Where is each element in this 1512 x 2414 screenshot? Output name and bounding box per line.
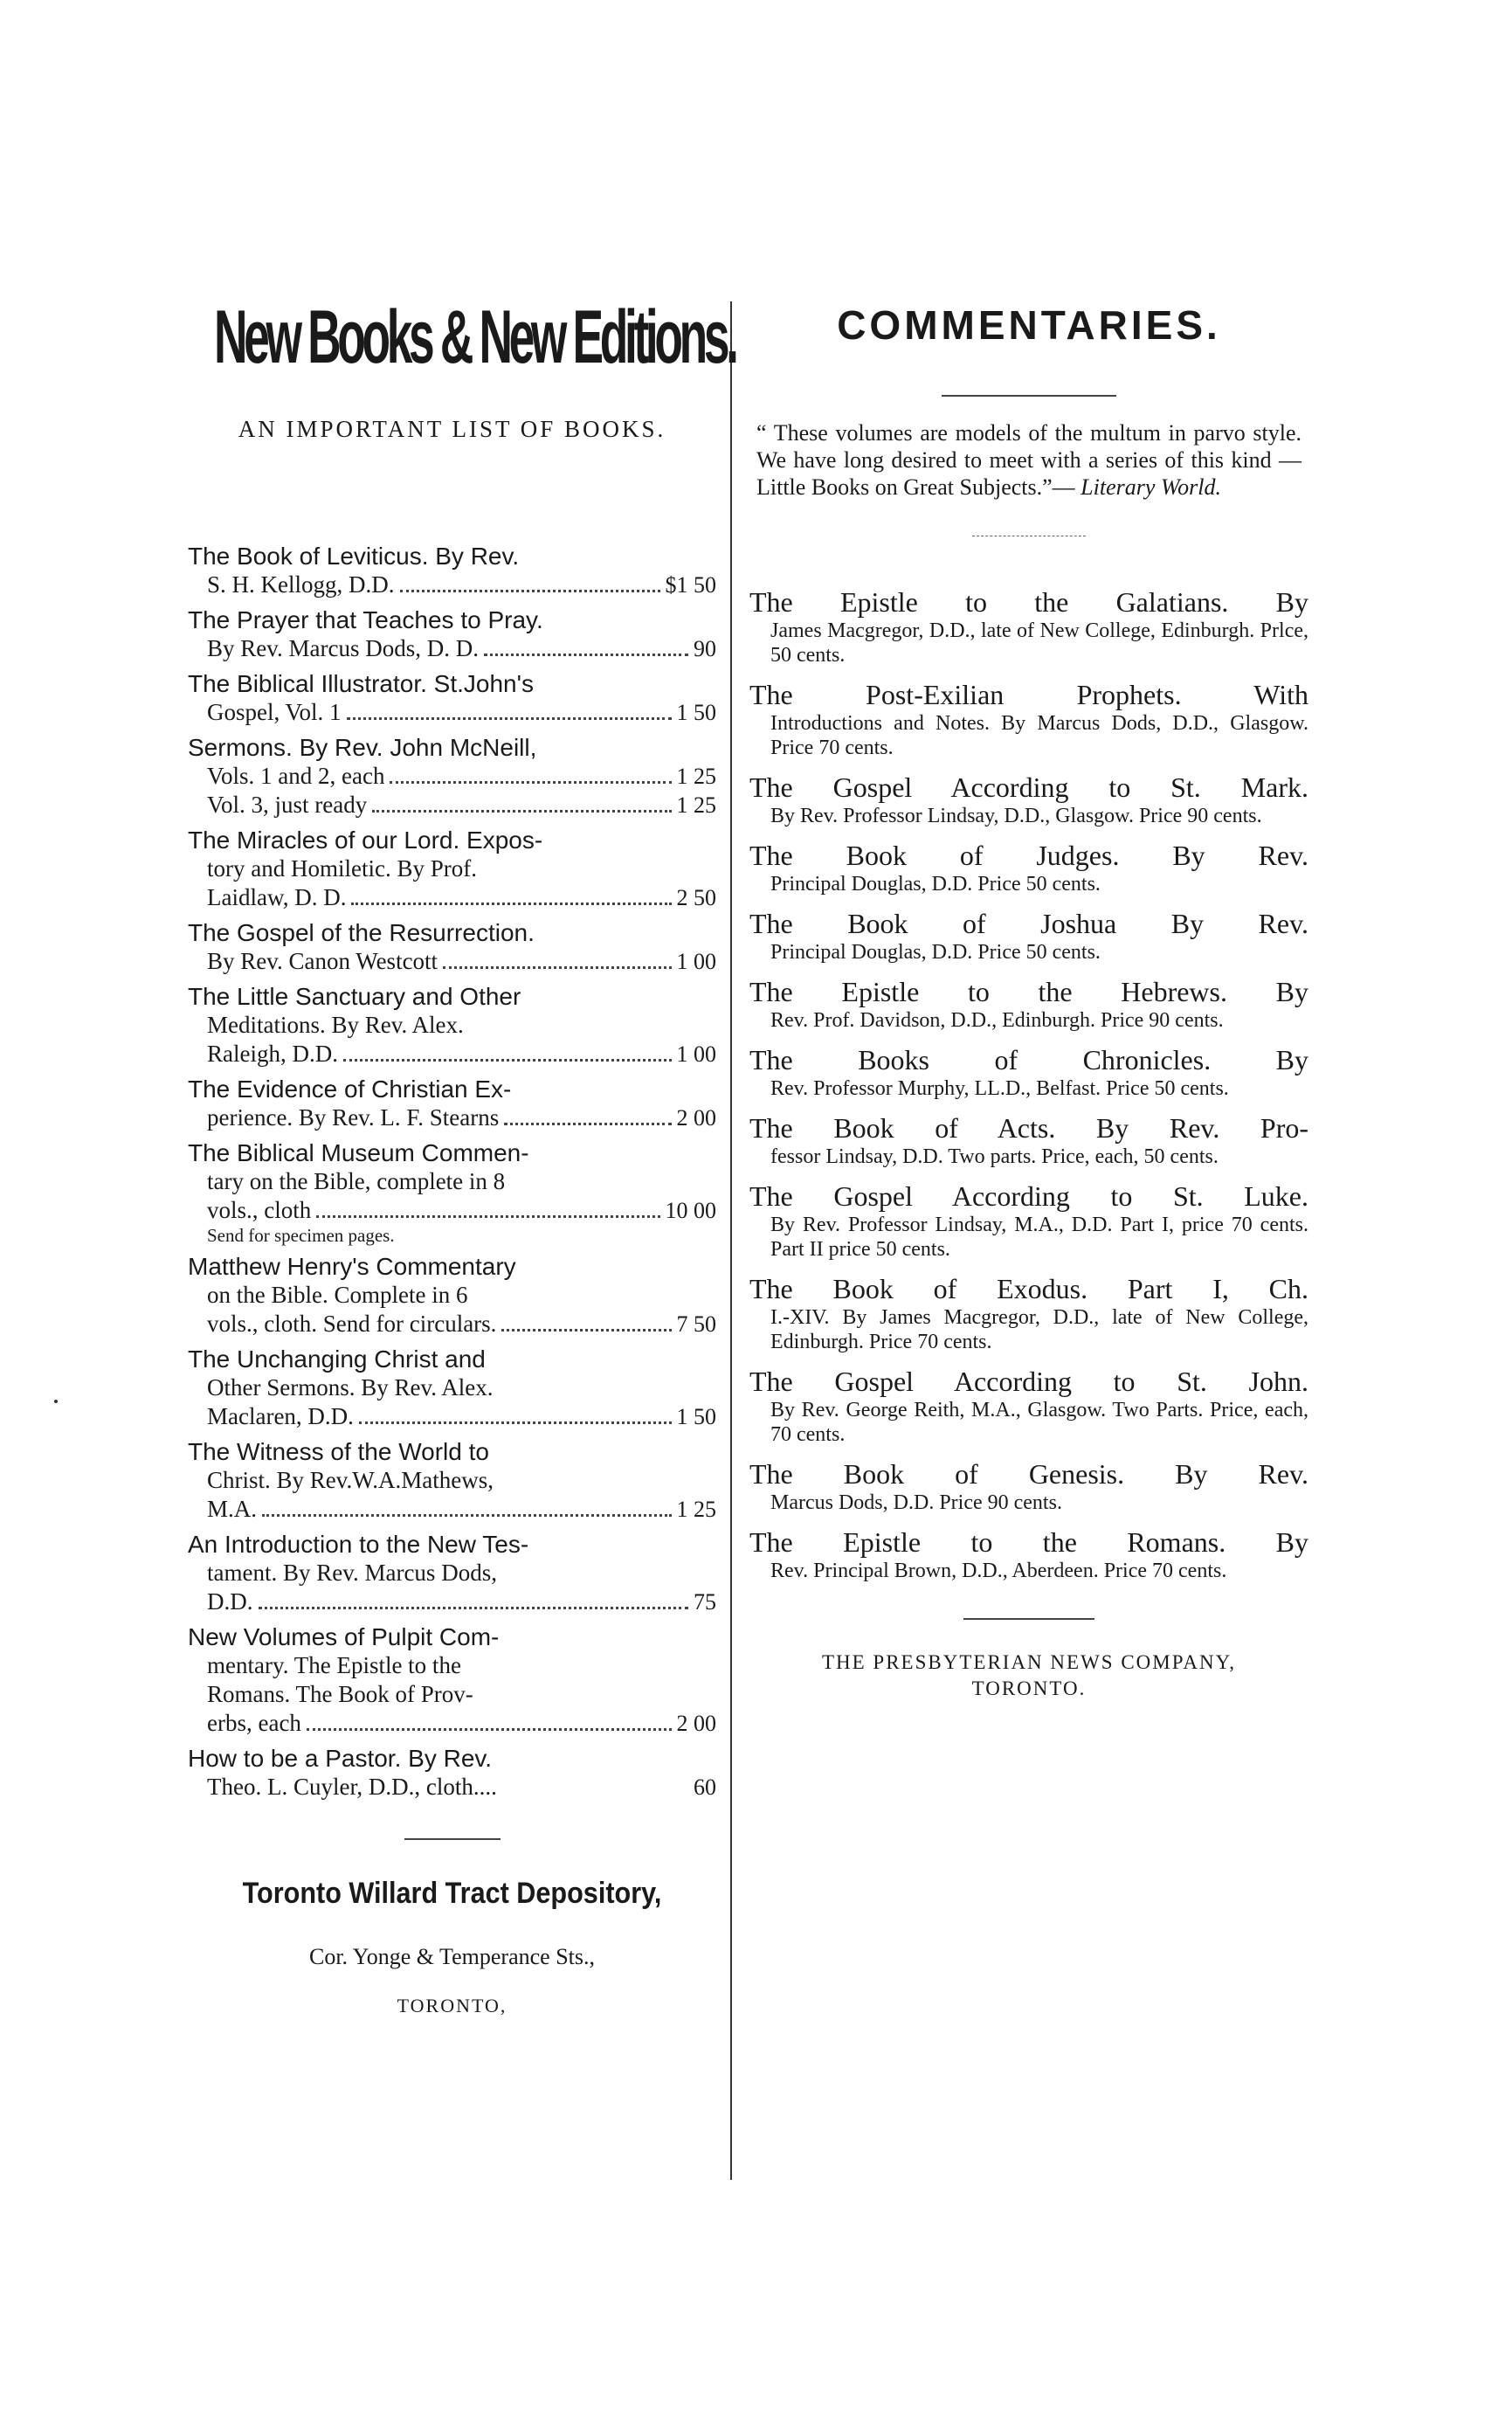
- book-title: The Biblical Illustrator. St.John's: [188, 670, 534, 697]
- depository-city: TORONTO,: [397, 1995, 507, 2016]
- book-title: New Volumes of Pulpit Com-: [188, 1623, 500, 1650]
- commentaries-heading: COMMENTARIES.: [837, 302, 1221, 348]
- book-detail: erbs, each: [207, 1710, 301, 1736]
- commentary-details: I.-XIV. By James Macgregor, D.D., late of New College, Edinburgh. Price 70 cents.: [770, 1306, 1308, 1354]
- book-detail: Other Sermons. By Rev. Alex.: [207, 1374, 494, 1401]
- book-detail: By Rev. Marcus Dods, D. D.: [207, 635, 479, 661]
- publisher-name: THE PRESBYTERIAN NEWS COMPANY,: [821, 1651, 1237, 1674]
- book-detail: Maclaren, D.D.: [207, 1403, 354, 1429]
- book-line: [188, 1622, 716, 1651]
- book-line: [188, 1011, 716, 1040]
- commentary-title: The Epistle to the Hebrews. By: [749, 976, 1308, 1008]
- book-price: 10 00: [665, 1198, 716, 1223]
- book-detail: S. H. Kellogg, D.D.: [207, 571, 395, 598]
- commentary-details: fessor Lindsay, D.D. Two parts. Price, each, 50 cents.: [770, 1145, 1219, 1169]
- book-line: [188, 1103, 716, 1132]
- commentary-details: Introductions and Notes. By Marcus Dods, D.D., Glasgow. Price 70 cents.: [770, 712, 1308, 760]
- book-detail: Gospel, Vol. 1: [207, 699, 342, 725]
- book-detail: tary on the Bible, complete in 8: [207, 1168, 506, 1194]
- book-price: 1 25: [676, 764, 716, 789]
- commentary-details: Rev. Professor Murphy, LL.D., Belfast. Price 50 cents.: [770, 1077, 1229, 1101]
- book-line: [188, 982, 716, 1011]
- publisher-city: TORONTO.: [971, 1677, 1087, 1700]
- book-price: 1 50: [676, 1404, 716, 1429]
- book-price: 2 00: [676, 1711, 716, 1736]
- commentary-title: The Epistle to the Galatians. By: [749, 586, 1308, 619]
- book-line: [188, 1167, 716, 1196]
- commentary-details: By Rev. Professor Lindsay, D.D., Glasgow. Price 90 cents.: [770, 805, 1262, 828]
- commentary-entry: [749, 839, 1308, 896]
- book-line: [188, 1437, 716, 1466]
- book-title: Sermons. By Rev. John McNeill,: [188, 734, 537, 761]
- dot-leader: [307, 1728, 672, 1731]
- book-entry: [188, 1437, 716, 1524]
- book-line: [188, 1680, 716, 1709]
- book-detail: Meditations. By Rev. Alex.: [207, 1012, 464, 1038]
- book-price: 1 50: [676, 700, 716, 725]
- masthead: New Books & New Editions.: [214, 295, 735, 379]
- book-list: [188, 542, 716, 1802]
- book-line: [188, 1138, 716, 1167]
- book-price: 7 50: [676, 1311, 716, 1337]
- book-title: The Prayer that Teaches to Pray.: [188, 606, 543, 633]
- commentary-details: Principal Douglas, D.D. Price 50 cents.: [770, 941, 1101, 965]
- commentary-title: The Book of Acts. By Rev. Pro-: [749, 1112, 1308, 1145]
- book-line: [188, 1252, 716, 1281]
- book-entry: [188, 918, 716, 976]
- book-line: [188, 1744, 716, 1773]
- dot-leader: [372, 810, 671, 813]
- dot-leader: [351, 903, 671, 905]
- book-line: [188, 634, 716, 663]
- commentary-title: The Gospel According to St. John.: [749, 1366, 1308, 1398]
- book-title: The Gospel of the Resurrection.: [188, 919, 535, 946]
- dot-leader: [259, 1607, 689, 1609]
- book-line: [188, 1040, 716, 1069]
- book-entry: [188, 1075, 716, 1132]
- book-price: 2 50: [676, 885, 716, 910]
- book-price: 1 25: [676, 1497, 716, 1522]
- book-entry: [188, 1744, 716, 1802]
- commentary-details: Rev. Prof. Davidson, D.D., Edinburgh. Price 90 cents.: [770, 1009, 1224, 1033]
- stray-ink-mark: [54, 1400, 58, 1403]
- book-detail: D.D.: [207, 1588, 253, 1615]
- book-detail: mentary. The Epistle to the: [207, 1652, 461, 1678]
- book-line: [188, 883, 716, 912]
- review-quote: [756, 419, 1301, 501]
- subtitle: AN IMPORTANT LIST OF BOOKS.: [238, 416, 666, 442]
- dot-leader: [443, 966, 671, 969]
- book-title: The Miracles of our Lord. Expos-: [188, 827, 543, 854]
- dot-leader: [262, 1514, 671, 1517]
- book-price: $1 50: [665, 572, 716, 598]
- commentary-details: By Rev. Professor Lindsay, M.A., D.D. Part I, price 70 cents. Part II price 50 cents.: [770, 1214, 1308, 1262]
- commentary-title: The Book of Joshua By Rev.: [749, 908, 1308, 940]
- book-detail: perience. By Rev. L. F. Stearns: [207, 1104, 500, 1131]
- book-detail: By Rev. Canon Westcott: [207, 948, 438, 974]
- book-line: [188, 1466, 716, 1495]
- book-entry: [188, 1138, 716, 1246]
- dot-leader: [501, 1329, 671, 1332]
- book-price: 90: [694, 636, 716, 661]
- dot-leader: [504, 1123, 671, 1125]
- book-detail: vols., cloth. Send for circulars.: [207, 1311, 497, 1337]
- book-title: Matthew Henry's Commentary: [188, 1253, 516, 1280]
- quote-text: “ These volumes are models of the multum in parvo style. We have long desired to meet with a series of this kind —Little Books on Great Subjects.”—: [756, 420, 1301, 501]
- book-line: [188, 1530, 716, 1559]
- book-title: How to be a Pastor. By Rev.: [188, 1745, 493, 1772]
- book-detail: Theo. L. Cuyler, D.D., cloth....: [207, 1774, 497, 1800]
- book-title: The Evidence of Christian Ex-: [188, 1076, 512, 1103]
- commentary-entry: [749, 1043, 1308, 1101]
- book-entry: [188, 1530, 716, 1616]
- commentary-entry: [749, 585, 1308, 667]
- dot-leader: [390, 781, 671, 784]
- commentary-title: The Gospel According to St. Luke.: [749, 1180, 1308, 1213]
- dot-leader: [343, 1059, 672, 1062]
- footer-rule: [963, 1618, 1094, 1620]
- book-line: [188, 542, 716, 571]
- book-price: 1 25: [676, 792, 716, 818]
- book-entry: [188, 826, 716, 912]
- book-line: [188, 791, 716, 820]
- commentary-entry: [749, 1365, 1308, 1447]
- commentary-title: The Book of Judges. By Rev.: [749, 840, 1308, 872]
- book-line: [188, 1281, 716, 1310]
- book-detail: on the Bible. Complete in 6: [207, 1282, 468, 1308]
- book-line: [188, 1559, 716, 1587]
- dot-leader: [484, 654, 688, 656]
- book-line: [188, 669, 716, 698]
- commentary-title: The Books of Chronicles. By: [749, 1044, 1308, 1076]
- book-detail: M.A.: [207, 1496, 258, 1522]
- book-price: 75: [694, 1589, 716, 1615]
- book-entry: [188, 605, 716, 663]
- book-line: [188, 1373, 716, 1402]
- commentary-title: The Epistle to the Romans. By: [749, 1526, 1308, 1559]
- book-title: The Little Sanctuary and Other: [188, 983, 521, 1010]
- book-line: [188, 1402, 716, 1431]
- column-divider: [730, 301, 732, 2180]
- book-entry: [188, 982, 716, 1069]
- book-detail: Christ. By Rev.W.A.Mathews,: [207, 1467, 494, 1493]
- book-entry: [188, 1345, 716, 1431]
- book-line: [188, 1310, 716, 1338]
- book-detail: Vols. 1 and 2, each: [207, 763, 385, 789]
- book-line: [188, 1345, 716, 1373]
- book-detail: Vol. 3, just ready: [207, 792, 368, 818]
- depository-address: Cor. Yonge & Temperance Sts.,: [308, 1944, 596, 1969]
- book-detail: tory and Homiletic. By Prof.: [207, 855, 477, 882]
- book-detail: vols., cloth: [207, 1197, 312, 1223]
- book-entry: [188, 1622, 716, 1738]
- commentary-entry: [749, 1179, 1308, 1262]
- dot-leader: [400, 590, 660, 592]
- publisher-block: [749, 1650, 1308, 1702]
- commentary-entry: [749, 678, 1308, 760]
- commentary-entry: [749, 1457, 1308, 1515]
- commentary-title: The Post-Exilian Prophets. With: [749, 679, 1308, 711]
- left-column: [188, 288, 735, 2017]
- book-title: The Biblical Museum Commen-: [188, 1139, 529, 1166]
- book-line: [188, 1495, 716, 1524]
- commentary-details: James Macgregor, D.D., late of New College, Edinburgh. Prlce, 50 cents.: [770, 619, 1308, 667]
- book-line: [188, 605, 716, 634]
- book-title: The Unchanging Christ and: [188, 1345, 486, 1373]
- book-line: [188, 1075, 716, 1103]
- book-line: [188, 698, 716, 727]
- book-entry: [188, 733, 716, 820]
- commentary-entry: [749, 907, 1308, 965]
- book-line: [188, 826, 716, 854]
- book-line: [188, 1587, 716, 1616]
- depository-name: Toronto Willard Tract Depository,: [242, 1877, 662, 1910]
- commentary-title: The Book of Exodus. Part I, Ch.: [749, 1273, 1308, 1305]
- book-entry: [188, 542, 716, 599]
- dot-leader: [316, 1215, 659, 1218]
- book-entry: [188, 1252, 716, 1338]
- book-price: 60: [694, 1774, 716, 1800]
- book-detail: Raleigh, D.D.: [207, 1041, 338, 1067]
- book-line: [188, 571, 716, 599]
- commentary-list: [749, 585, 1308, 1583]
- commentary-entry: [749, 1272, 1308, 1354]
- book-title: The Witness of the World to: [188, 1438, 489, 1465]
- commentary-details: Rev. Principal Brown, D.D., Aberdeen. Price 70 cents.: [770, 1560, 1227, 1583]
- book-price: 2 00: [676, 1105, 716, 1131]
- book-line: [188, 1651, 716, 1680]
- book-line: [188, 1709, 716, 1738]
- book-line: [188, 1773, 716, 1802]
- heading-rule: [942, 395, 1116, 397]
- book-line: [188, 1196, 716, 1225]
- book-detail: Laidlaw, D. D.: [207, 884, 347, 910]
- commentary-entry: [749, 771, 1308, 828]
- book-line: [188, 733, 716, 762]
- commentary-entry: [749, 975, 1308, 1033]
- commentary-details: Principal Douglas, D.D. Price 50 cents.: [770, 873, 1101, 896]
- commentary-details: Marcus Dods, D.D. Price 90 cents.: [770, 1491, 1062, 1515]
- commentary-title: The Gospel According to St. Mark.: [749, 771, 1308, 804]
- book-line: [188, 918, 716, 947]
- right-column: [749, 288, 1308, 1702]
- book-line: [188, 854, 716, 883]
- book-detail: Romans. The Book of Prov-: [207, 1681, 473, 1707]
- commentary-entry: [749, 1111, 1308, 1169]
- book-line: [188, 762, 716, 791]
- commentary-details: By Rev. George Reith, M.A., Glasgow. Two Parts. Price, each, 70 cents.: [770, 1399, 1308, 1447]
- dot-leader: [359, 1421, 672, 1424]
- quote-source: Literary World.: [1080, 474, 1222, 501]
- dot-leader: [347, 717, 672, 720]
- book-price: 1 00: [676, 1041, 716, 1067]
- book-note: Send for specimen pages.: [207, 1225, 395, 1246]
- separator-rule: [404, 1838, 501, 1840]
- book-entry: [188, 669, 716, 727]
- book-price: 1 00: [676, 949, 716, 974]
- book-detail: tament. By Rev. Marcus Dods,: [207, 1560, 497, 1586]
- book-title: An Introduction to the New Tes-: [188, 1531, 529, 1558]
- commentary-title: The Book of Genesis. By Rev.: [749, 1458, 1308, 1491]
- book-title: The Book of Leviticus. By Rev.: [188, 543, 520, 570]
- book-line: [188, 947, 716, 976]
- commentary-entry: [749, 1525, 1308, 1583]
